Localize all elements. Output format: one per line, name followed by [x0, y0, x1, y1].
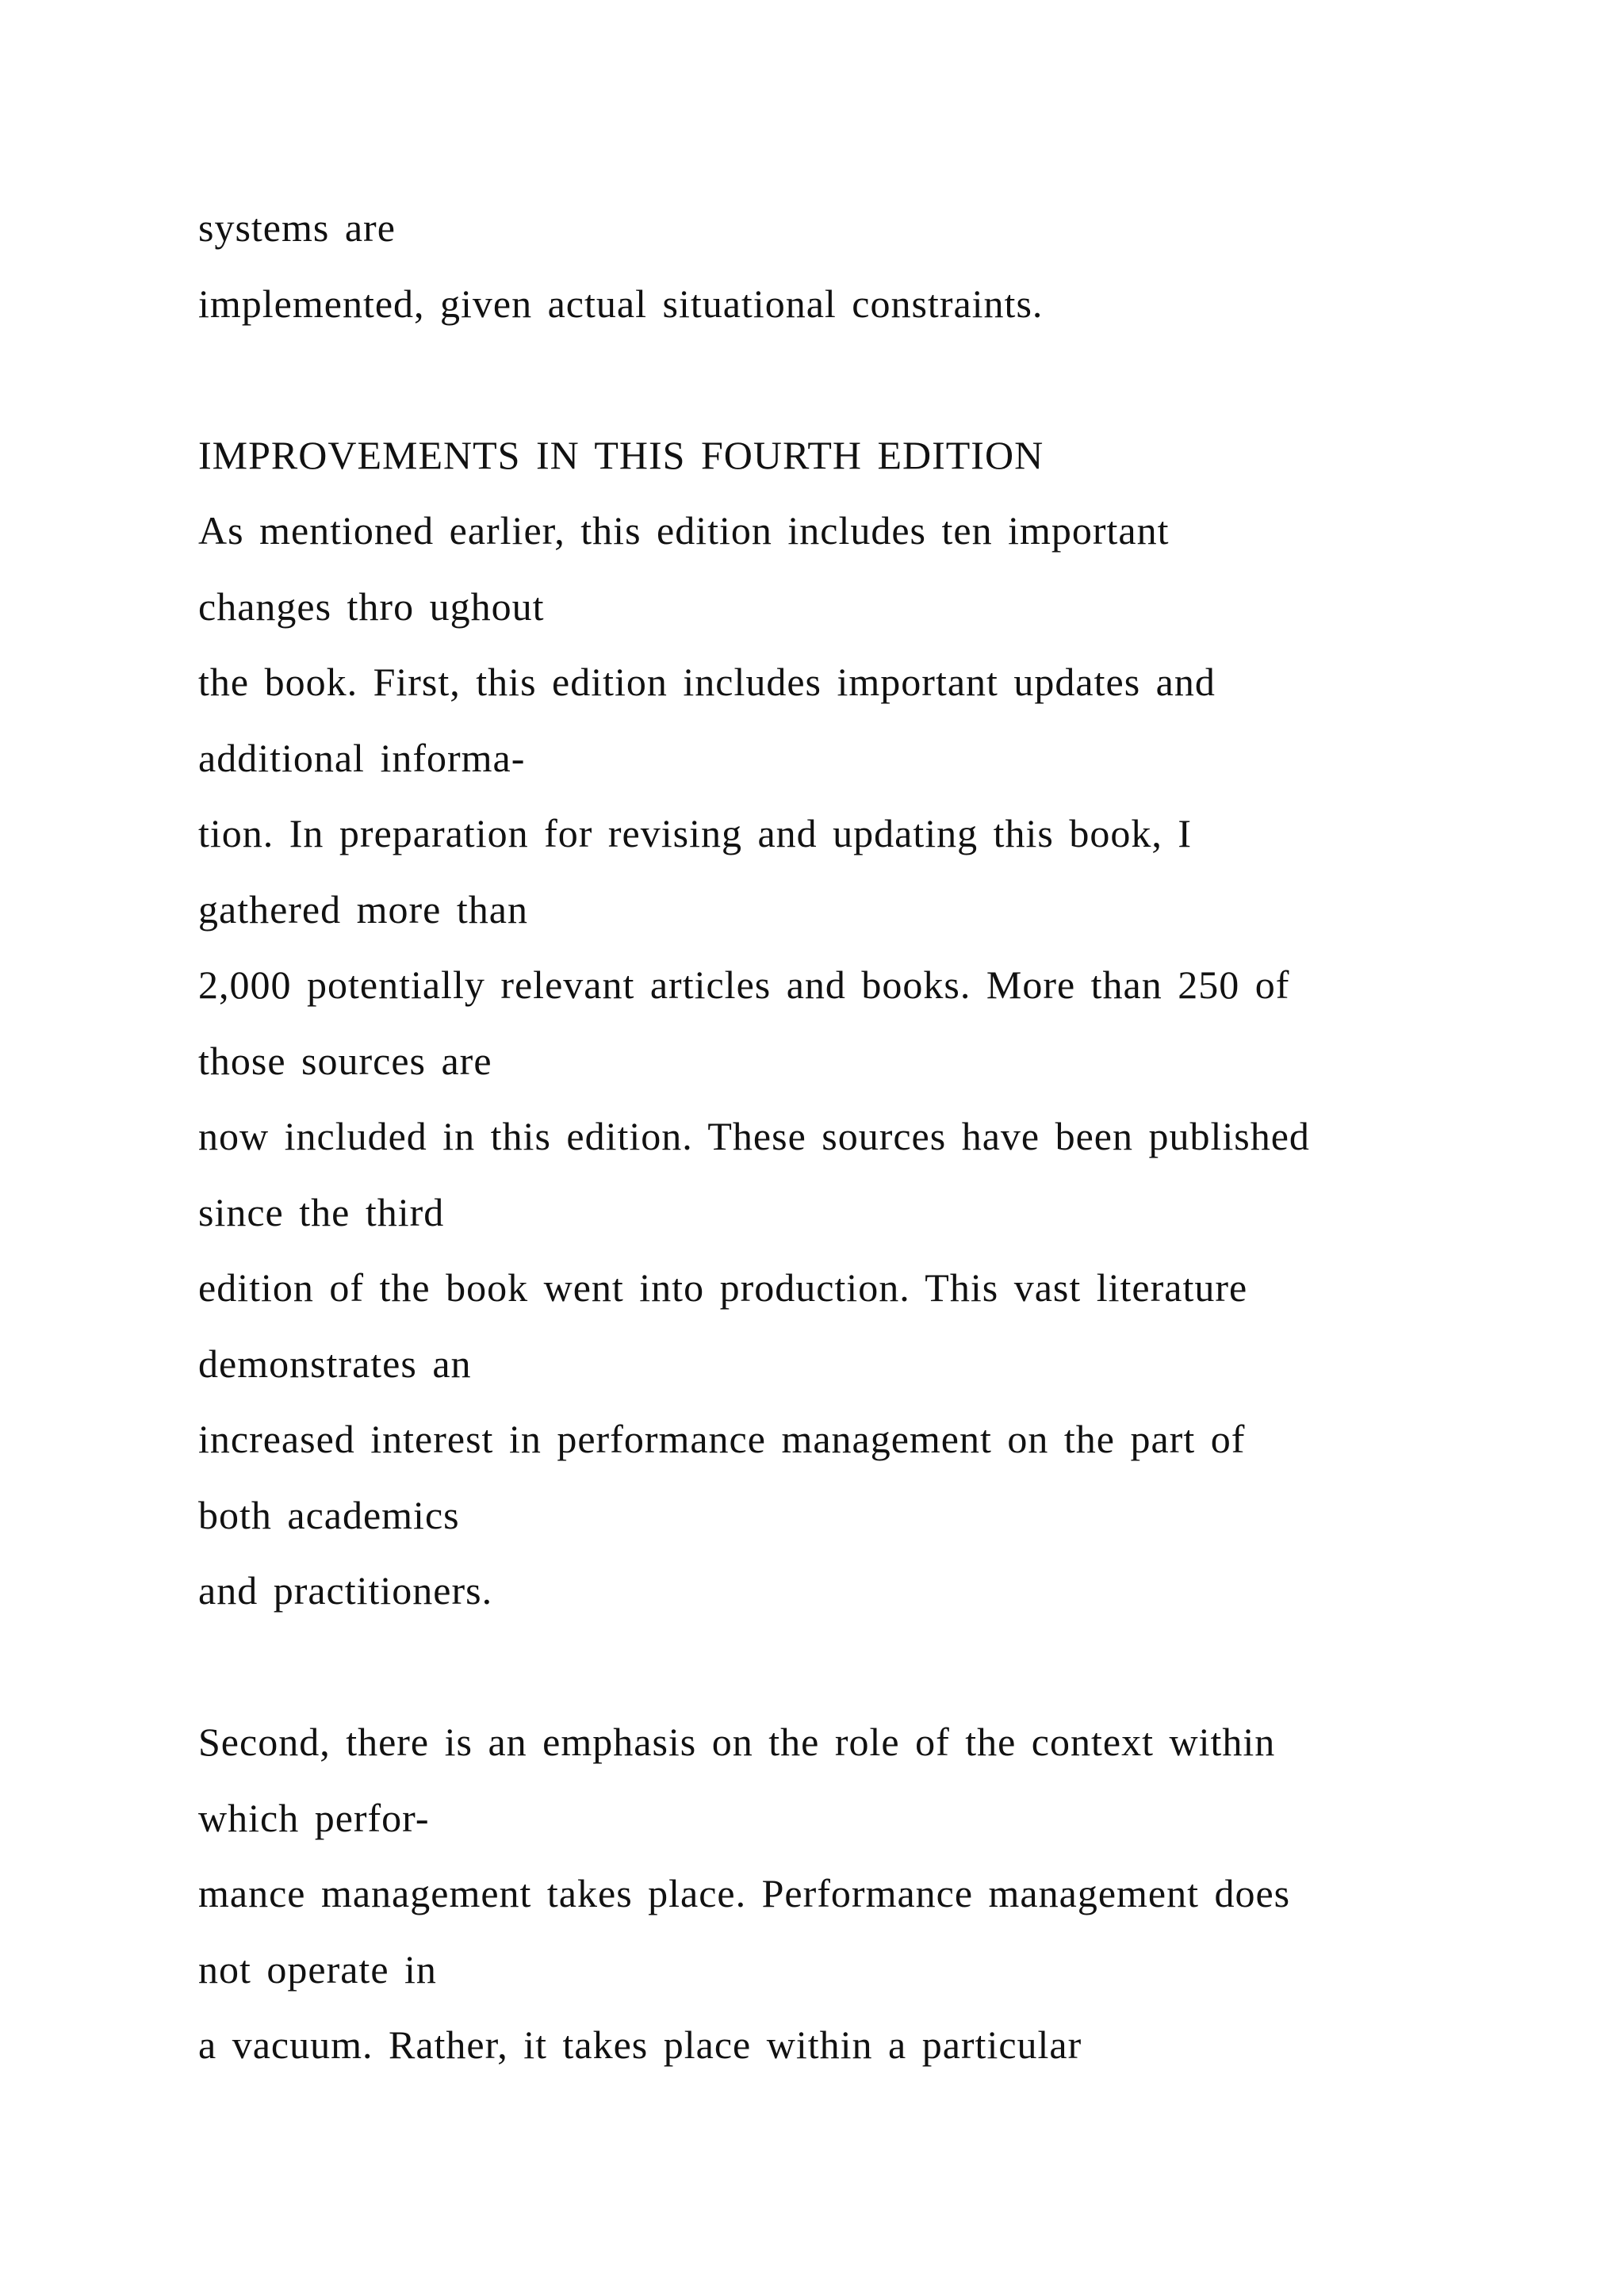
text-line: Second, there is an emphasis on the role of the context within [198, 1720, 1276, 1764]
text-line: demonstrates an [198, 1341, 472, 1386]
text-line: systems are [198, 205, 396, 250]
paragraph-gap [198, 342, 1546, 418]
text-line: As mentioned earlier, this edition includes ten important [198, 508, 1170, 553]
body-text [198, 190, 1546, 2084]
paragraph-gap [198, 1629, 1546, 1705]
text-line: both academics [198, 1492, 460, 1537]
text-line: since the third [198, 1189, 445, 1234]
text-line: 2,000 potentially relevant articles and books. More than 250 of [198, 962, 1290, 1007]
text-line: changes thro ughout [198, 584, 545, 629]
text-line: those sources are [198, 1038, 492, 1083]
text-line: a vacuum. Rather, it takes place within a particular [198, 2022, 1082, 2067]
text-line: edition of the book went into production. This vast literature [198, 1265, 1248, 1310]
text-line: which perfor- [198, 1795, 430, 1840]
text-line: increased interest in performance management on the part of [198, 1417, 1246, 1461]
text-line: gathered more than [198, 886, 528, 932]
text-line: mance management takes place. Performance management does [198, 1871, 1291, 1915]
text-line: implemented, given actual situational constraints. [198, 281, 1044, 326]
text-line: and practitioners. [198, 1568, 493, 1613]
text-line: now included in this edition. These sources have been published [198, 1114, 1310, 1158]
section-heading: IMPROVEMENTS IN THIS FOURTH EDITION [198, 432, 1044, 477]
text-line: additional informa- [198, 735, 526, 780]
text-line: not operate in [198, 1946, 437, 1992]
text-line: tion. In preparation for revising and updating this book, I [198, 811, 1193, 855]
text-line: the book. First, this edition includes important updates and [198, 660, 1216, 704]
